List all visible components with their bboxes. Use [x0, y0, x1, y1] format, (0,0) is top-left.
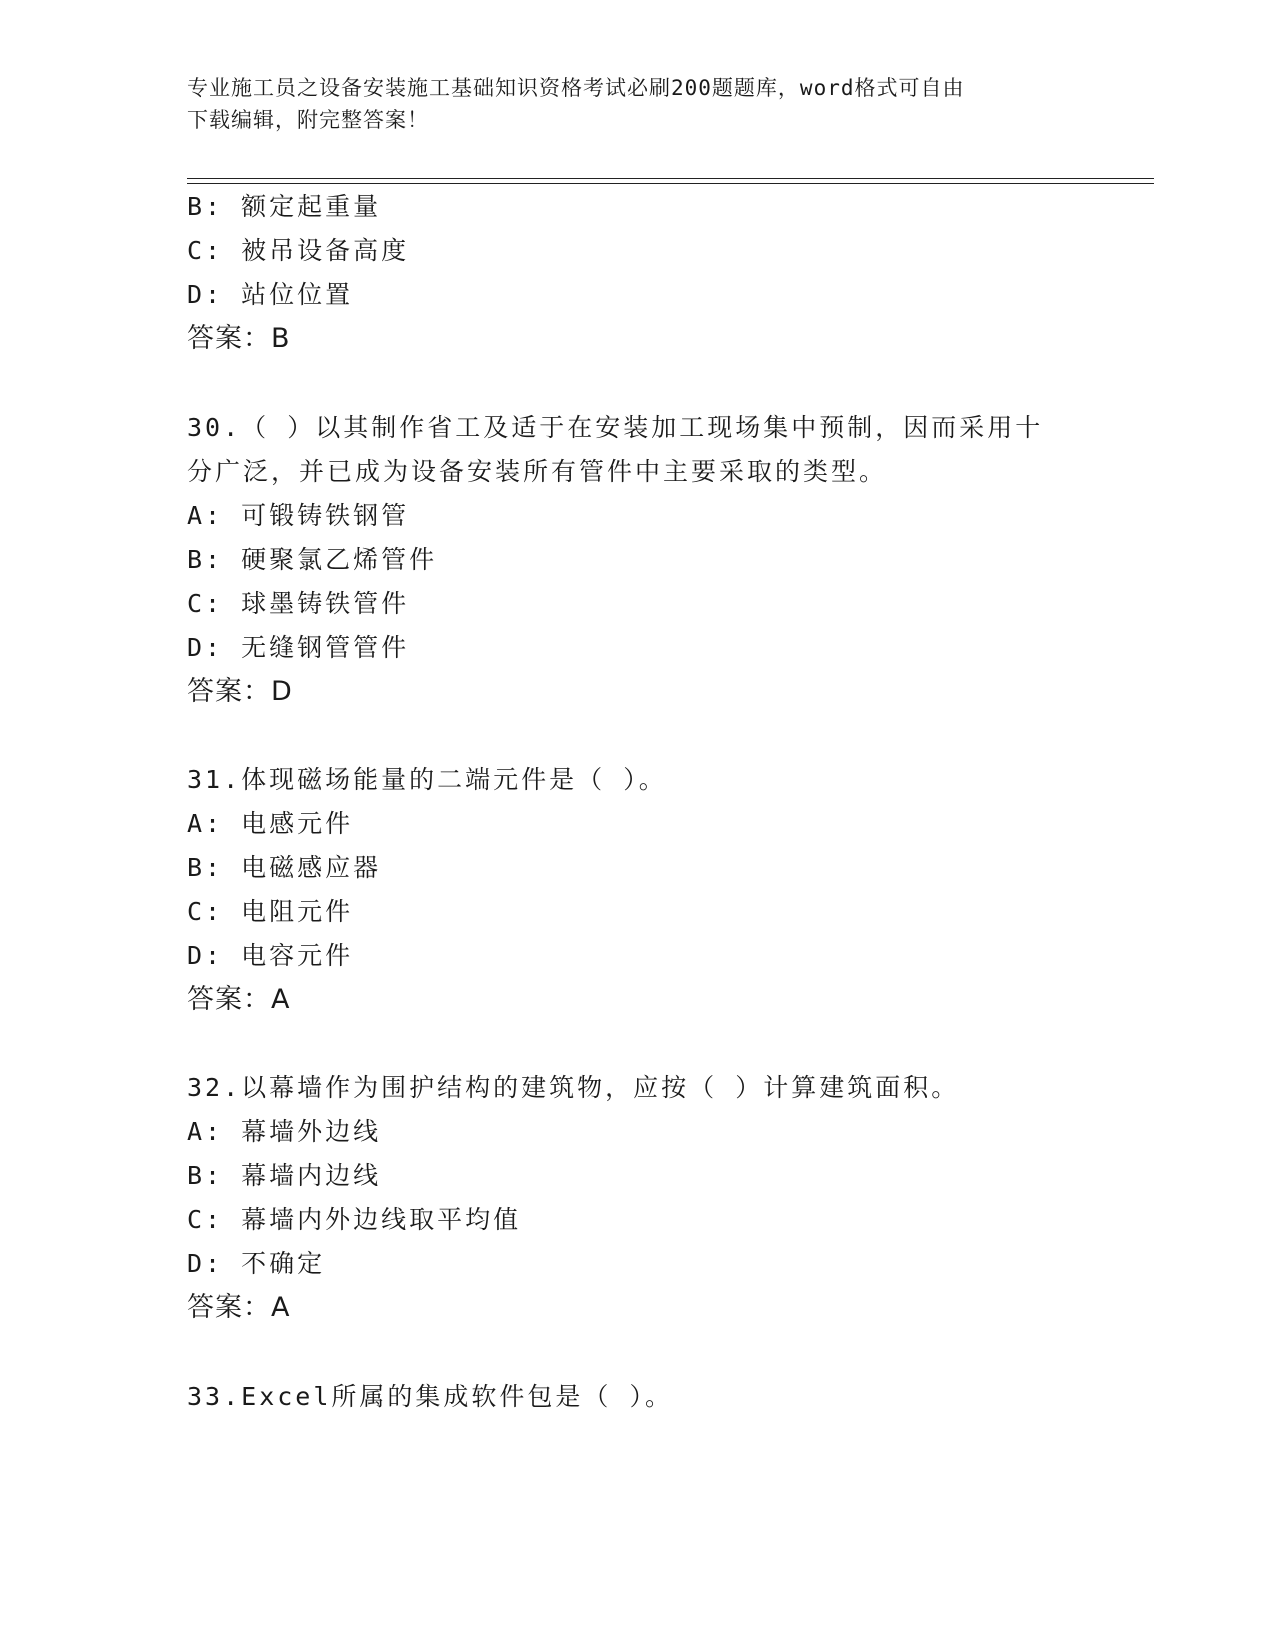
header-divider-bottom — [187, 183, 1154, 184]
option-item: A: 可锻铸铁钢管 — [187, 501, 410, 530]
option-item: B: 电磁感应器 — [187, 853, 382, 882]
option-item: D: 不确定 — [187, 1249, 326, 1278]
question-stem: 31.体现磁场能量的二端元件是（ ）。 — [187, 765, 667, 794]
question-stem: 32.以幕墙作为围护结构的建筑物，应按（ ）计算建筑面积。 — [187, 1073, 960, 1102]
option-item: D: 无缝钢管管件 — [187, 633, 410, 662]
option-item: A: 幕墙外边线 — [187, 1117, 382, 1146]
answer-line: 答案：D — [187, 676, 293, 707]
header-line-1: 专业施工员之设备安装施工基础知识资格考试必刷200题题库，word格式可自由 — [187, 76, 965, 100]
option-item: D: 站位位置 — [187, 280, 354, 309]
header-divider-top — [187, 178, 1154, 179]
option-item: C: 被吊设备高度 — [187, 236, 410, 265]
option-item: B: 额定起重量 — [187, 192, 382, 221]
question-stem: 分广泛，并已成为设备安装所有管件中主要采取的类型。 — [187, 457, 888, 486]
option-item: B: 幕墙内边线 — [187, 1161, 382, 1190]
option-item: C: 球墨铸铁管件 — [187, 589, 410, 618]
option-item: A: 电感元件 — [187, 809, 354, 838]
header-line-2: 下载编辑，附完整答案！ — [187, 108, 429, 132]
answer-line: 答案：A — [187, 984, 291, 1015]
answer-line: 答案：B — [187, 323, 291, 354]
option-item: B: 硬聚氯乙烯管件 — [187, 545, 438, 574]
option-item: C: 电阻元件 — [187, 897, 354, 926]
option-item: D: 电容元件 — [187, 941, 354, 970]
option-item: C: 幕墙内外边线取平均值 — [187, 1205, 522, 1234]
question-stem: 30.（ ）以其制作省工及适于在安装加工现场集中预制，因而采用十 — [187, 413, 1044, 442]
answer-line: 答案：A — [187, 1292, 291, 1323]
document-header — [187, 72, 1087, 136]
question-stem: 33.Excel所属的集成软件包是（ ）。 — [187, 1382, 673, 1411]
